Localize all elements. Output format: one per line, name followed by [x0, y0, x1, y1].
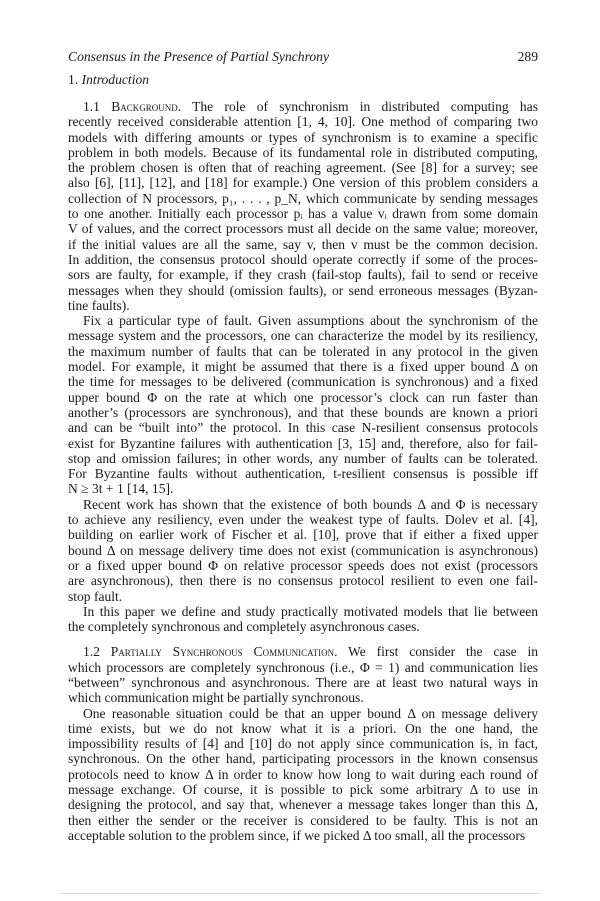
text-line: [68, 558, 538, 573]
line-text: the maximum number of faults that can be tolerated in any protocol in the given: [68, 343, 538, 359]
line-text: upper bound Φ on the rate at which one processor’s clock can run faster than: [68, 389, 538, 405]
text-line: [68, 390, 538, 405]
line-text: time exists, but we do not know what it is a priori. On the one hand, the: [68, 720, 538, 736]
text-line: [68, 313, 538, 328]
section-number: 1.: [68, 72, 79, 87]
line-text: message exchange. Of course, it is possible to pick some arbitrary Δ to use in: [68, 782, 538, 798]
text-line: [68, 828, 538, 843]
line-text: sors are faulty, for example, if they crash (fail-stop faults), fail to send or receive: [68, 267, 538, 283]
text-line: [68, 451, 538, 466]
text-line: [68, 660, 538, 675]
line-text: stop and omission failures; in other words, any number of faults can be tolerated.: [68, 450, 538, 466]
line-text: acceptable solution to the problem since, if we picked Δ too small, all the processors: [68, 827, 526, 843]
text-line: [68, 512, 538, 527]
text-line: [68, 344, 538, 359]
line-text: models with differing amounts or types of synchronism is to examine a specific: [68, 129, 538, 145]
line-text: “between” synchronous and asynchronous. There are at least two natural ways in: [68, 674, 538, 690]
line-text: message system and the processors, one can characterize the model by its resiliency,: [68, 328, 538, 344]
text-line: [68, 175, 538, 190]
text-line: [68, 644, 538, 659]
scan-artifact-line: [60, 893, 540, 894]
text-line: [68, 160, 538, 175]
text-line: [68, 481, 538, 496]
line-text: the time for messages to be delivered (communication is synchronous) and a fixed: [68, 374, 538, 390]
text-line: [68, 721, 538, 736]
line-text: recently received considerable attention [1, 4, 10]. One method of comparing two: [68, 114, 538, 130]
line-text: problem in both models. Because of its fundamental role in distributed computing,: [68, 144, 538, 160]
paragraph-partial-synchrony: [68, 644, 538, 705]
text-line: [68, 252, 538, 267]
text-line: [68, 267, 538, 282]
paragraph-impossibility: [68, 497, 538, 604]
paragraph-background: [68, 99, 538, 313]
text-line: [68, 99, 538, 114]
line-text: N ≥ 3t + 1 [14, 15].: [68, 481, 174, 497]
line-text: Fix a particular type of fault. Given assumptions about the synchronism of the: [83, 313, 538, 329]
line-text: to one another. Initially each processor pᵢ has a value vᵢ drawn from some domain: [68, 206, 538, 222]
line-text: and can be “built into” the protocol. In this case N-resilient consensus protocols: [68, 420, 538, 436]
line-text: which communication might be partially synchronous.: [68, 690, 364, 706]
line-text: messages when they should (omission faults), or send erroneous messages (Byzan-: [68, 282, 538, 298]
text-line: [68, 751, 538, 766]
line-text: model. For example, it might be assumed that there is a fixed upper bound Δ on: [68, 359, 538, 375]
line-text: the completely synchronous and completely asynchronous cases.: [68, 619, 420, 635]
line-text: are asynchronous), then there is no consensus protocol resilient to even one fail-: [68, 573, 538, 589]
text-line: [68, 298, 538, 313]
text-line: [68, 130, 538, 145]
text-line: [68, 690, 538, 705]
page-number: 289: [517, 49, 538, 64]
line-text: protocols need to know Δ in order to know how long to wait during each round of: [68, 766, 538, 782]
text-line: [68, 206, 538, 221]
line-text: designing the protocol, and say that, whenever a message takes longer than this Δ,: [68, 797, 538, 813]
text-line: [68, 797, 538, 812]
text-line: [68, 706, 538, 721]
line-text: We first consider the case in: [337, 644, 538, 660]
line-text: One reasonable situation could be that an upper bound Δ on message delivery: [83, 705, 538, 721]
line-text: The role of synchronism in distributed computing has: [181, 99, 538, 114]
text-line: [68, 328, 538, 343]
line-text: synchronous. On the other hand, participating processors in the known consensus: [68, 751, 538, 767]
text-line: [68, 436, 538, 451]
text-line: [68, 543, 538, 558]
line-text: stop fault.: [68, 588, 123, 604]
line-text: exist for Byzantine failures with authentication [3, 15] and, therefore, also for fail-: [68, 435, 538, 451]
text-line: [68, 237, 538, 252]
text-line: [68, 145, 538, 160]
subsection-number: 1.1: [83, 99, 112, 114]
text-line: [68, 604, 538, 619]
line-text: then either the sender or the receiver is considered to be faulty. This is not an: [68, 812, 538, 828]
section-heading: [68, 72, 149, 88]
section-title: Introduction: [81, 72, 150, 87]
text-line: [68, 782, 538, 797]
paragraph-resiliency: [68, 313, 538, 497]
line-text: In addition, the consensus protocol should operate correctly if some of the proces-: [68, 251, 538, 267]
text-line: [68, 221, 538, 236]
text-line: [68, 767, 538, 782]
text-line: [68, 359, 538, 374]
text-line: [68, 736, 538, 751]
running-head-title: Consensus in the Presence of Partial Synchrony: [68, 49, 330, 64]
line-text: which processors are completely synchronous (i.e., Φ = 1) and communication lies: [68, 659, 538, 675]
text-line: [68, 589, 538, 604]
line-text: collection of N processors, p₁, . . . , p_N, which communicate by sending messages: [68, 190, 538, 206]
line-text: the problem chosen is often that of reaching agreement. (See [8] for a survey; see: [68, 160, 538, 176]
text-line: [68, 114, 538, 129]
text-line: [68, 497, 538, 512]
line-text: bound Δ on message delivery time does not exist (communication is asynchronous): [68, 542, 538, 558]
subsection-heading: Partially Synchronous Communication.: [110, 644, 338, 660]
line-text: another’s (processors are synchronous), and that these bounds are known a priori: [68, 404, 538, 420]
subsection-number: 1.2: [83, 644, 111, 660]
line-text: also [6], [11], [12], and [18] for example.) One version of this problem considers a: [68, 175, 538, 191]
text-line: [68, 191, 538, 206]
text-line: [68, 374, 538, 389]
line-text: For Byzantine faults without authentication, t-resilient consensus is possible iff: [68, 466, 538, 482]
paragraph-unknown-bound: [68, 706, 538, 844]
line-text: if the initial values are all the same, say v, then v must be the common decision.: [68, 236, 538, 252]
text-line: [68, 675, 538, 690]
running-head: [68, 49, 538, 65]
text-line: [68, 573, 538, 588]
text-line: [68, 283, 538, 298]
line-text: impossibility results of [4] and [10] do not apply since communication is, in fact,: [68, 736, 538, 752]
line-text: In this paper we define and study practically motivated models that lie between: [83, 603, 538, 619]
line-text: Recent work has shown that the existence of both bounds Δ and Φ is necessary: [83, 496, 538, 512]
text-line: [68, 405, 538, 420]
line-text: to achieve any resiliency, even under the weakest type of faults. Dolev et al. [4],: [68, 512, 538, 528]
line-text: V of values, and the correct processors must all decide on the same value; moreover,: [68, 221, 538, 237]
line-text: tine faults).: [68, 297, 130, 313]
text-line: [68, 420, 538, 435]
text-line: [68, 527, 538, 542]
line-text: or a fixed upper bound Φ on relative processor speeds does not exist (processors: [68, 557, 538, 573]
text-line: [68, 466, 538, 481]
subsection-heading: Background.: [111, 99, 182, 114]
text-line: [68, 813, 538, 828]
text-line: [68, 619, 538, 634]
body-text: [68, 99, 538, 843]
paragraph-paper-scope: [68, 604, 538, 635]
line-text: building on earlier work of Fischer et al. [10], prove that if either a fixed upper: [68, 527, 538, 543]
